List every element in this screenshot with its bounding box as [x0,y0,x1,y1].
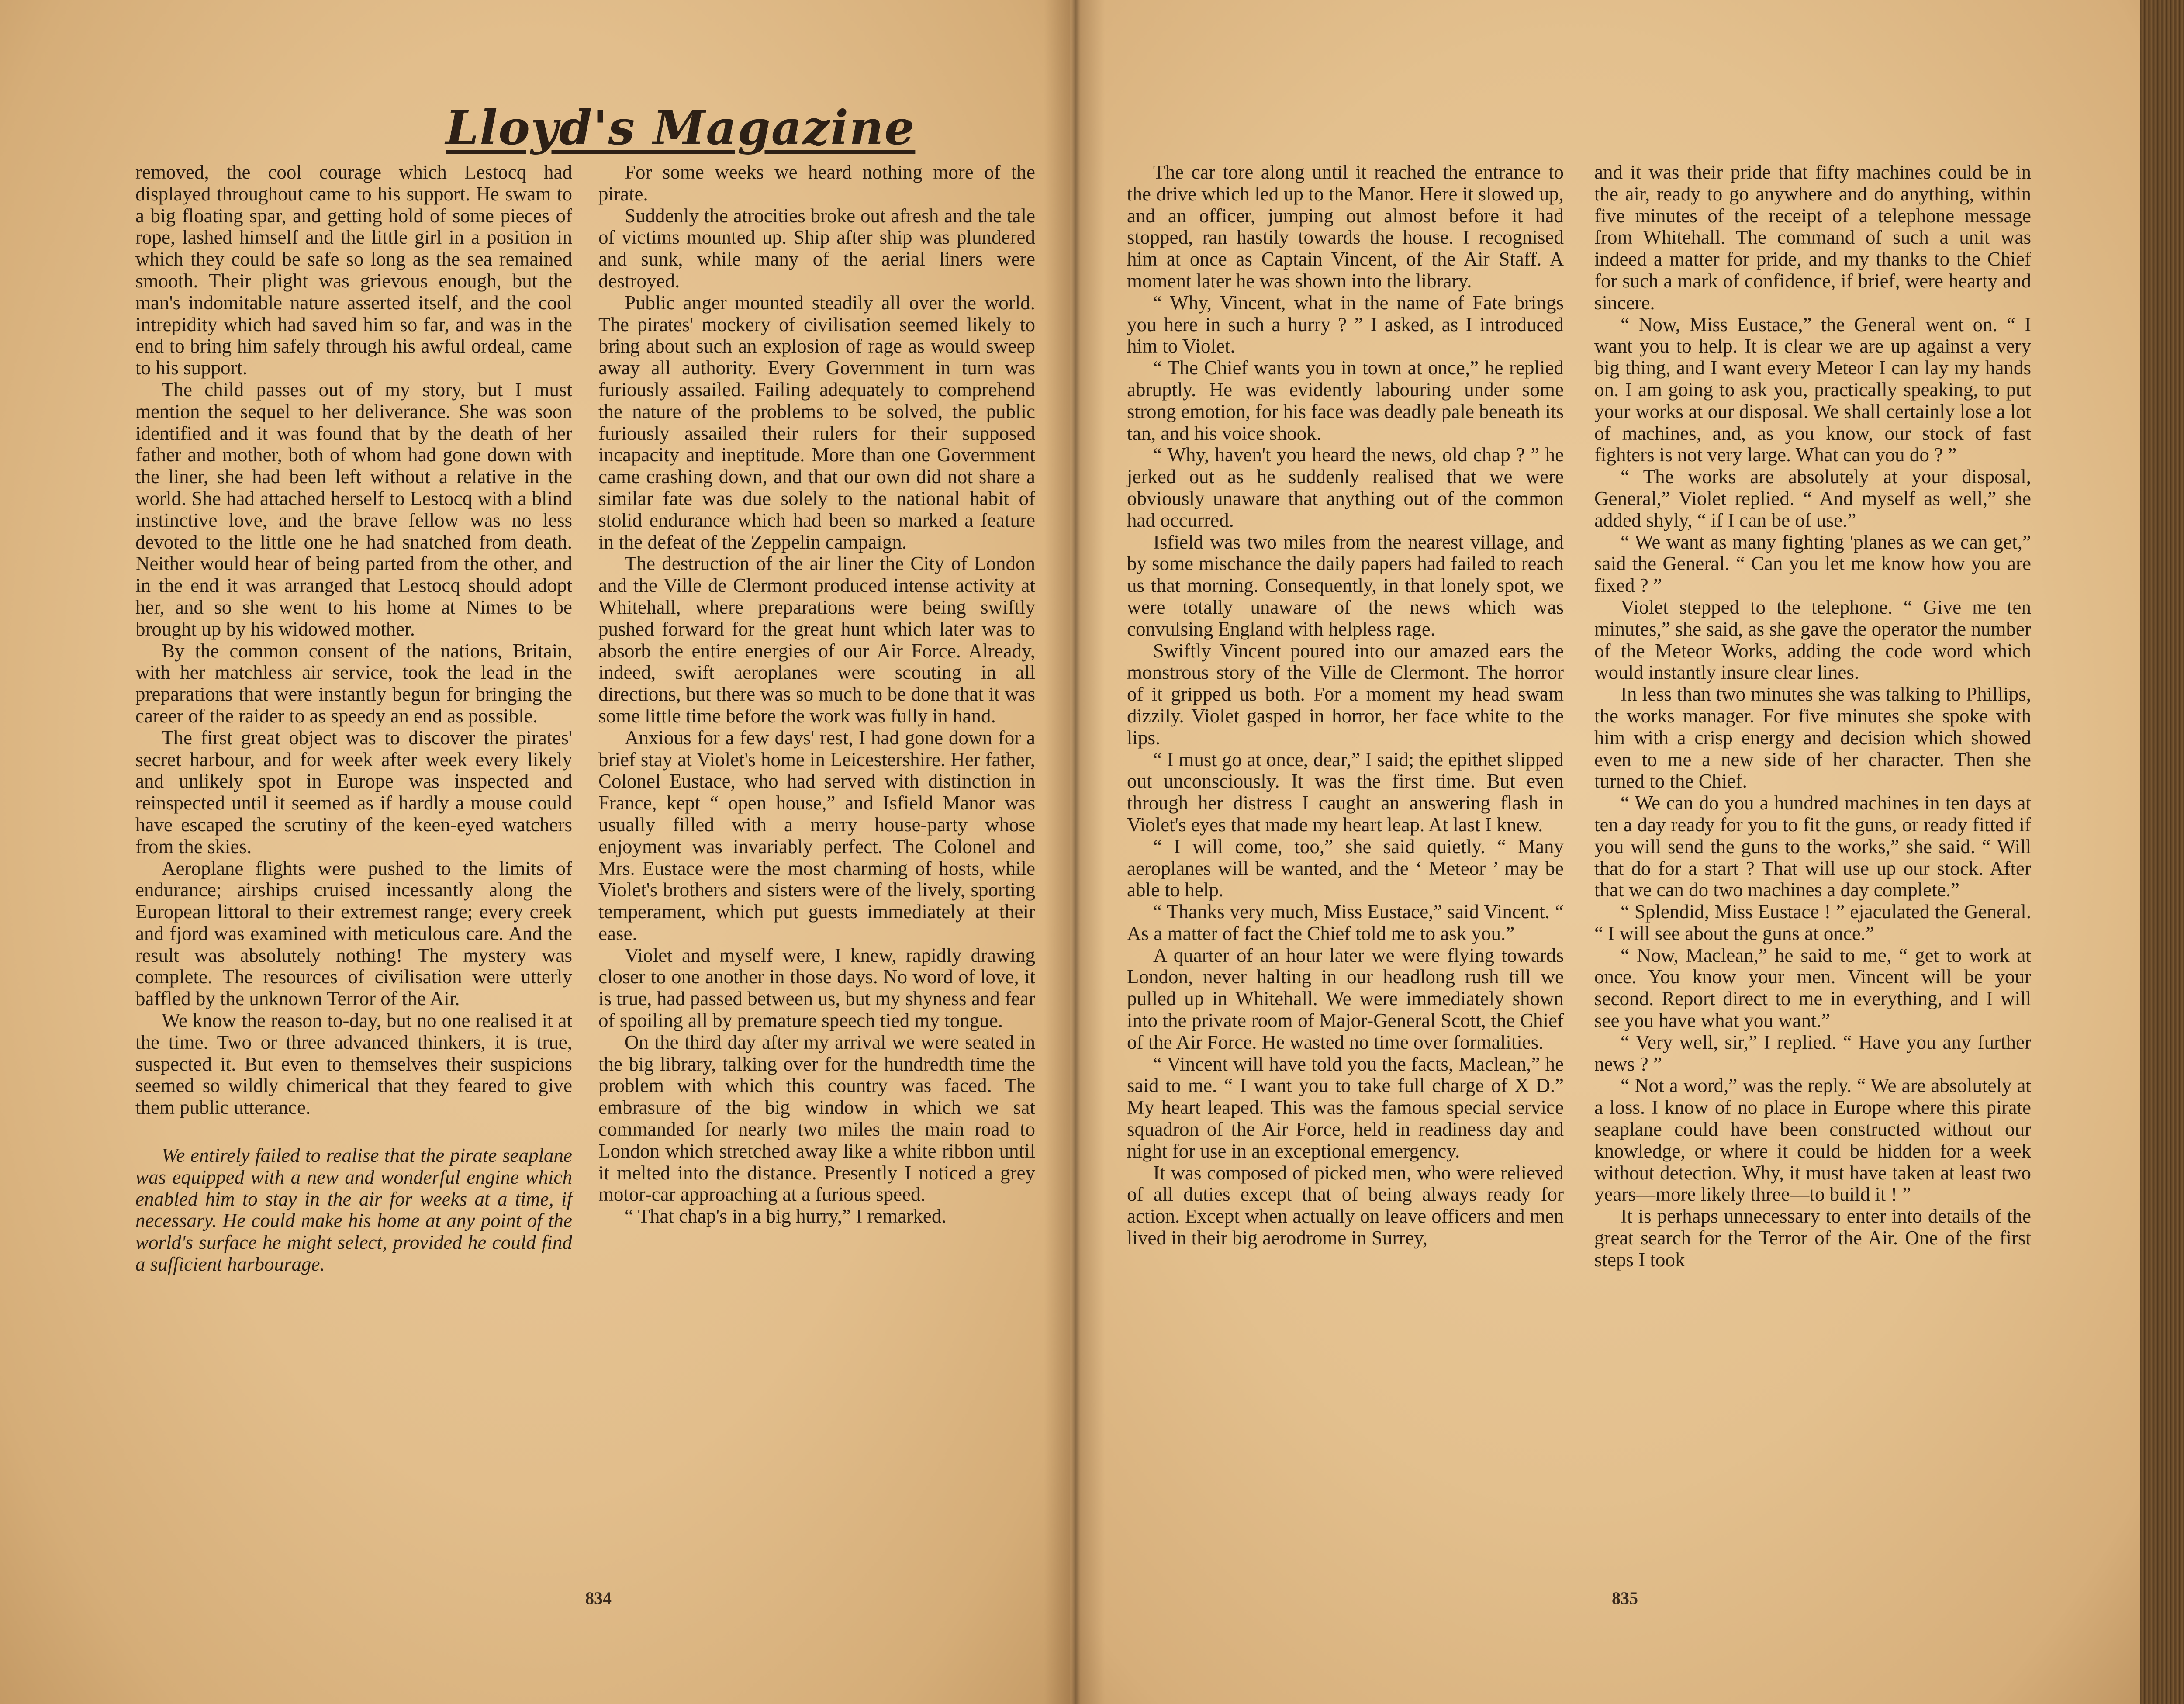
paragraph: The child passes out of my story, but I must mention the sequel to her deliverance. She was soon identified and it was found that by the death of her father and mother, both of whom had gone down with the liner, she had been left without a relative in the world. She had attached herself to Lestocq with a blind instinctive love, and the brave fellow was no less devoted to the little one he had snatched from death. Neither would hear of being parted from the other, and in the end it was arranged that Lestocq should adopt her, and so she went to his home at Nimes to be brought up by his widowed mother. [135,378,572,640]
paragraph: “ Very well, sir,” I replied. “ Have you any further news ? ” [1594,1031,2031,1075]
paragraph: “ I will come, too,” she said quietly. “ Many aeroplanes will be wanted, and the ‘ Meteor ’ may be able to help. [1127,835,1564,901]
paragraph: “ The Chief wants you in town at once,” he replied abruptly. He was evidently labouring under some strong emotion, for his face was deadly pale beneath its tan, and his voice shook. [1127,357,1564,444]
paragraph: By the common consent of the nations, Britain, with her matchless air service, took the lead in the preparations that were instantly begun for bringing the career of the raider to as speedy an end as possible. [135,639,572,727]
page-number-left: 834 [585,1588,612,1608]
column-1 [135,162,572,1275]
paragraph: “ Thanks very much, Miss Eustace,” said Vincent. “ As a matter of fact the Chief told me to ask you.” [1127,901,1564,944]
left-page [0,0,1070,1704]
paragraph: “ Vincent will have told you the facts, Maclean,” he said to me. “ I want you to take full charge of X D.” My heart leaped. This was the famous special service squadron of the Air Force, held in readiness day and night for use in an exceptional emergency. [1127,1053,1564,1162]
paragraph: “ Why, haven't you heard the news, old chap ? ” he jerked out as he suddenly realised that we were obviously unaware that anything out of the common had occurred. [1127,444,1564,531]
column-2 [598,162,1035,1227]
page-number-right: 835 [1612,1588,1638,1608]
paragraph: Violet and myself were, I knew, rapidly drawing closer to one another in those days. No word of love, it is true, had passed between us, but my shyness and fear of spoiling all by premature speech tied my tongue. [598,944,1035,1032]
paragraph: “ Now, Maclean,” he said to me, “ get to work at once. You know your men. Vincent will be your second. Report direct to me in everything, and I will see you have what you want.” [1594,944,2031,1032]
paragraph: In less than two minutes she was talking to Phillips, the works manager. For five minutes she spoke with him with a crisp energy and decision which showed even to me a new side of her character. Then she turned to the Chief. [1594,683,2031,792]
paragraph: We know the reason to-day, but no one realised it at the time. Two or three advanced thinkers, it is true, suspected it. But even to themselves their suspicions seemed so wildly chimerical that they feared to give them public utterance. [135,1009,572,1119]
paragraph: The car tore along until it reached the entrance to the drive which led up to the Manor. Here it slowed up, and an officer, jumping out almost before it had stopped, ran hastily towards the house. I recognised him at once as Captain Vincent, of the Air Staff. A moment later he was shown into the library. [1127,161,1564,292]
paragraph: “ That chap's in a big hurry,” I remarked. [625,1205,947,1227]
paragraph: The destruction of the air liner the City of London and the Ville de Clermont produced intense activity at Whitehall, where preparations were being swiftly pushed forward for the great hunt which later was to absorb the entire energies of our Air Force. Already, indeed, swift aeroplanes were scouting in all directions, but there was so much to be done that it was some little time before the work was fully in hand. [598,553,1035,727]
paragraph: “ Why, Vincent, what in the name of Fate brings you here in such a hurry ? ” I asked, as I introduced him to Violet. [1127,291,1564,357]
paragraph: removed, the cool courage which Lestocq had displayed throughout came to his support. He swam to a big floating spar, and getting hold of some pieces of rope, lashed himself and the little girl in a position in which they could be safe so long as the sea remained smooth. Their plight was grievous enough, but the man's indomitable nature asserted itself, and the cool intrepidity which had saved him so far, and was in the end to bring him safely through his awful ordeal, came to his support. [135,161,572,379]
column-3 [1127,162,1564,1249]
paragraph: Anxious for a few days' rest, I had gone down for a brief stay at Violet's home in Leicestershire. Her father, Colonel Eustace, who had served with distinction in France, kept “ open house,” and Isfield Manor was usually filled with a merry house-party whose enjoyment was invariably perfect. The Colonel and Mrs. Eustace were the most charming of hosts, while Violet's brothers and sisters were of the lively, sporting temperament, which put guests immediately at their ease. [598,726,1035,944]
italic-paragraph: We entirely failed to realise that the pirate seaplane was equipped with a new and wonderful engine which enabled him to stay in the air for weeks at a time, if necessary. He could make his home at any point of the world's surface he might select, provided he could find a sufficient harbourage. [135,1144,572,1275]
paragraph: Public anger mounted steadily all over the world. The pirates' mockery of civilisation seemed likely to bring about such an explosion of rage as would sweep away all authority. Every Government in turn was furiously assailed. Failing adequately to comprehend the nature of the problems to be solved, the public furiously assailed their rulers for their supposed incapacity and ineptitude. More than one Government came crashing down, and that our own did not share a similar fate was due solely to the national habit of stolid endurance which had been so marked a feature in the defeat of the Zeppelin campaign. [598,291,1035,553]
paragraph: “ Splendid, Miss Eustace ! ” ejaculated the General. “ I will see about the guns at once.” [1594,901,2031,944]
paragraph: It is perhaps unnecessary to enter into details of the great search for the Terror of the Air. One of the first steps I took [1594,1205,2031,1271]
paragraph: For some weeks we heard nothing more of the pirate. [598,161,1035,205]
paragraph: “ The works are absolutely at your disposal, General,” Violet replied. “ And myself as well,” she added shyly, “ if I can be of use.” [1594,466,2031,531]
paragraph: “ Now, Miss Eustace,” the General went on. “ I want you to help. It is clear we are up against a very big thing, and I want every Meteor I can lay my hands on. I am going to ask you, practically speaking, to put your works at our disposal. We shall certainly lose a lot of machines, and, as you know, our stock of fast fighters is not very large. What can you do ? ” [1594,313,2031,466]
paragraph: Swiftly Vincent poured into our amazed ears the monstrous story of the Ville de Clermont. The horror of it gripped us both. For a moment my head swam dizzily. Violet gasped in horror, her face white to the lips. [1127,639,1564,749]
paragraph: Isfield was two miles from the nearest village, and by some mischance the daily papers had failed to reach us that morning. Consequently, in that lonely spot, we were totally unaware of the news which was convulsing England with helpless rage. [1127,531,1564,640]
paragraph: Violet stepped to the telephone. “ Give me ten minutes,” she said, as she gave the operator the number of the Meteor Works, adding the code word which would instantly insure clear lines. [1594,596,2031,684]
paragraph: On the third day after my arrival we were seated in the big library, talking over for the hundredth time the problem with which this country was faced. The embrasure of the big window in which we sat commanded for nearly two miles the main road to London which stretched away like a white ribbon until it melted into the distance. Presently I noticed a grey motor-car approaching at a furious speed. [598,1031,1035,1206]
paragraph: “ Not a word,” was the reply. “ We are absolutely at a loss. I know of no place in Europe where this pirate seaplane could have been constructed without our knowledge, or where it could be hidden for a week without detection. Why, it must have taken at least two years—more likely three—to build it ! ” [1594,1075,2031,1206]
column-4 [1594,162,2031,1271]
paragraph: Aeroplane flights were pushed to the limits of endurance; airships cruised incessantly along the European littoral to their extremest range; every creek and fjord was examined with meticulous care. And the result was absolutely nothing! The mystery was complete. The resources of civilisation were utterly baffled by the unknown Terror of the Air. [135,857,572,1010]
paragraph: and it was their pride that fifty machines could be in the air, ready to go anywhere and do anything, within five minutes of the receipt of a telephone message from Whitehall. The command of such a unit was indeed a matter for pride, and my thanks to the Chief for such a mark of confidence, if brief, were hearty and sincere. [1594,161,2031,314]
paragraph: It was composed of picked men, who were relieved of all duties except that of being always ready for action. Except when actually on leave officers and men lived in their big aerodrome in Surrey, [1127,1161,1564,1249]
paragraph: “ We can do you a hundred machines in ten days at ten a day ready for you to fit the guns, or ready fitted if you will send the guns to the works,” she said. “ Will that do for a start ? That will use up our stock. After that we can do two machines a day complete.” [1594,792,2031,901]
paragraph: “ I must go at once, dear,” I said; the epithet slipped out unconsciously. It was the first time. But even through her distress I caught an answering flash in Violet's eyes that made my heart leap. At last I knew. [1127,748,1564,836]
paragraph: Suddenly the atrocities broke out afresh and the tale of victims mounted up. Ship after ship was plundered and sunk, while many of the aerial liners were destroyed. [598,204,1035,292]
page-edges [2140,0,2184,1704]
right-page [1070,0,2184,1704]
magazine-masthead: Lloyd's Magazine [446,100,916,156]
book-gutter [1044,0,1105,1704]
paragraph: A quarter of an hour later we were flying towards London, never halting in our headlong rush till we pulled up in Whitehall. We were immediately shown into the private room of Major-General Scott, the Chief of the Air Force. He wasted no time over formalities. [1127,944,1564,1053]
paragraph: The first great object was to discover the pirates' secret harbour, and for week after week every likely and unlikely spot in Europe was inspected and reinspected until it seemed as if hardly a mouse could have escaped the scrutiny of the keen-eyed watchers from the skies. [135,726,572,857]
paragraph: “ We want as many fighting 'planes as we can get,” said the General. “ Can you let me know how you are fixed ? ” [1594,531,2031,597]
